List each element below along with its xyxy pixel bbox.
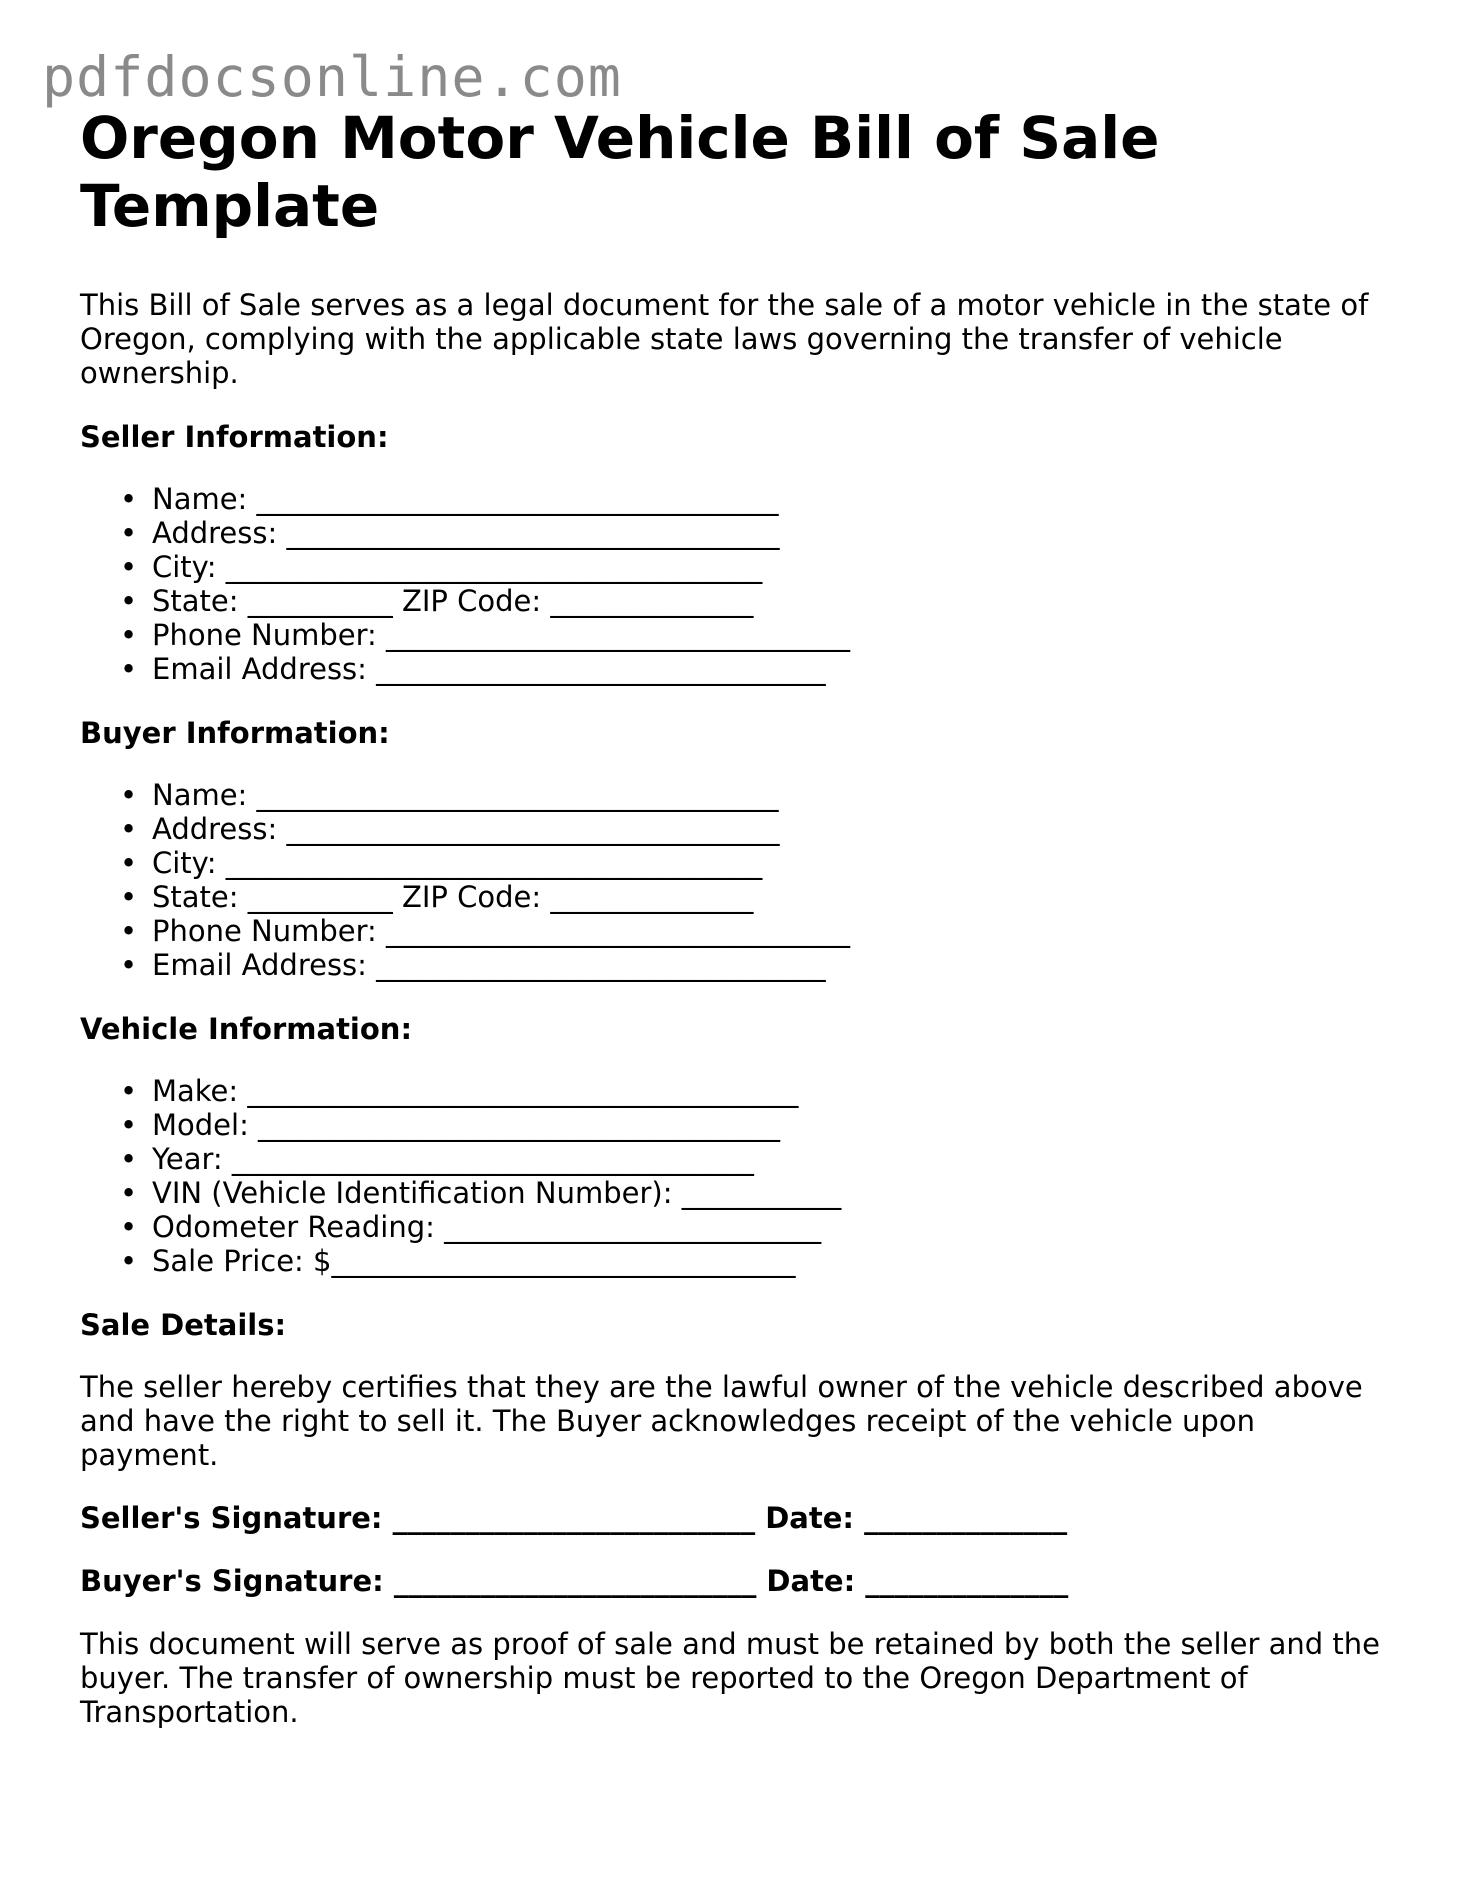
buyer-name-field[interactable]: • Name: ____________________________________	[120, 778, 779, 812]
vehicle-odometer-field[interactable]: • Odometer Reading: __________________________	[120, 1210, 822, 1244]
vehicle-heading: Vehicle Information:	[80, 1012, 413, 1046]
bullet-icon: •	[120, 618, 138, 652]
bullet-icon: •	[120, 778, 138, 812]
sale-details-heading: Sale Details:	[80, 1308, 287, 1342]
seller-fields	[80, 482, 1400, 686]
buyer-address-field[interactable]: • Address: __________________________________	[120, 812, 780, 846]
bullet-icon: •	[120, 948, 138, 982]
seller-name-field[interactable]: • Name: ____________________________________	[120, 482, 779, 516]
vehicle-vin-field[interactable]: • VIN (Vehicle Identification Number): ___________	[120, 1176, 842, 1210]
buyer-signature-line[interactable]: Buyer's Signature: _________________________ Date: ______________	[80, 1564, 1069, 1598]
vehicle-model-field[interactable]: • Model: ____________________________________	[120, 1108, 781, 1142]
vehicle-make-field[interactable]: • Make: ______________________________________	[120, 1074, 799, 1108]
buyer-fields	[80, 778, 1400, 982]
bullet-icon: •	[120, 1176, 138, 1210]
seller-email-field[interactable]: • Email Address: _______________________________	[120, 652, 826, 686]
bullet-icon: •	[120, 1108, 138, 1142]
bullet-icon: •	[120, 550, 138, 584]
buyer-email-field[interactable]: • Email Address: _______________________________	[120, 948, 826, 982]
buyer-phone-field[interactable]: • Phone Number: ________________________________	[120, 914, 851, 948]
buyer-heading: Buyer Information:	[80, 716, 390, 750]
seller-signature-line[interactable]: Seller's Signature: _________________________ Date: ______________	[80, 1501, 1068, 1535]
buyer-city-field[interactable]: • City: _____________________________________	[120, 846, 763, 880]
closing-paragraph: This document will serve as proof of sale and must be retained by both the seller and the buyer. The transfer of ownership must be reported to the Oregon Department of Transportation.	[80, 1627, 1380, 1729]
bullet-icon: •	[120, 1074, 138, 1108]
vehicle-fields	[80, 1074, 1400, 1278]
bullet-icon: •	[120, 652, 138, 686]
seller-phone-field[interactable]: • Phone Number: ________________________________	[120, 618, 851, 652]
vehicle-year-field[interactable]: • Year: ____________________________________	[120, 1142, 754, 1176]
bullet-icon: •	[120, 482, 138, 516]
bullet-icon: •	[120, 1210, 138, 1244]
bullet-icon: •	[120, 1244, 138, 1278]
bullet-icon: •	[120, 914, 138, 948]
document-page	[80, 104, 1400, 1729]
seller-address-field[interactable]: • Address: __________________________________	[120, 516, 780, 550]
seller-state-zip-field[interactable]: • State: __________ ZIP Code: ______________	[120, 584, 754, 618]
buyer-state-zip-field[interactable]: • State: __________ ZIP Code: ______________	[120, 880, 754, 914]
intro-paragraph: This Bill of Sale serves as a legal document for the sale of a motor vehicle in the state of Oregon, complying with the applicable state laws governing the transfer of vehicle ownership.	[80, 288, 1369, 390]
bullet-icon: •	[120, 812, 138, 846]
sale-details-text: The seller hereby certifies that they are the lawful owner of the vehicle described above and have the right to sell it. The Buyer acknowledges receipt of the vehicle upon payment.	[80, 1370, 1363, 1472]
bullet-icon: •	[120, 880, 138, 914]
seller-heading: Seller Information:	[80, 420, 389, 454]
seller-city-field[interactable]: • City: _____________________________________	[120, 550, 763, 584]
bullet-icon: •	[120, 1142, 138, 1176]
bullet-icon: •	[120, 516, 138, 550]
watermark: pdfdocsonline.com	[42, 45, 622, 109]
page-title: Oregon Motor Vehicle Bill of Sale Template	[80, 104, 1160, 240]
vehicle-sale-price-field[interactable]: • Sale Price: $________________________________	[120, 1244, 796, 1278]
bullet-icon: •	[120, 846, 138, 880]
bullet-icon: •	[120, 584, 138, 618]
